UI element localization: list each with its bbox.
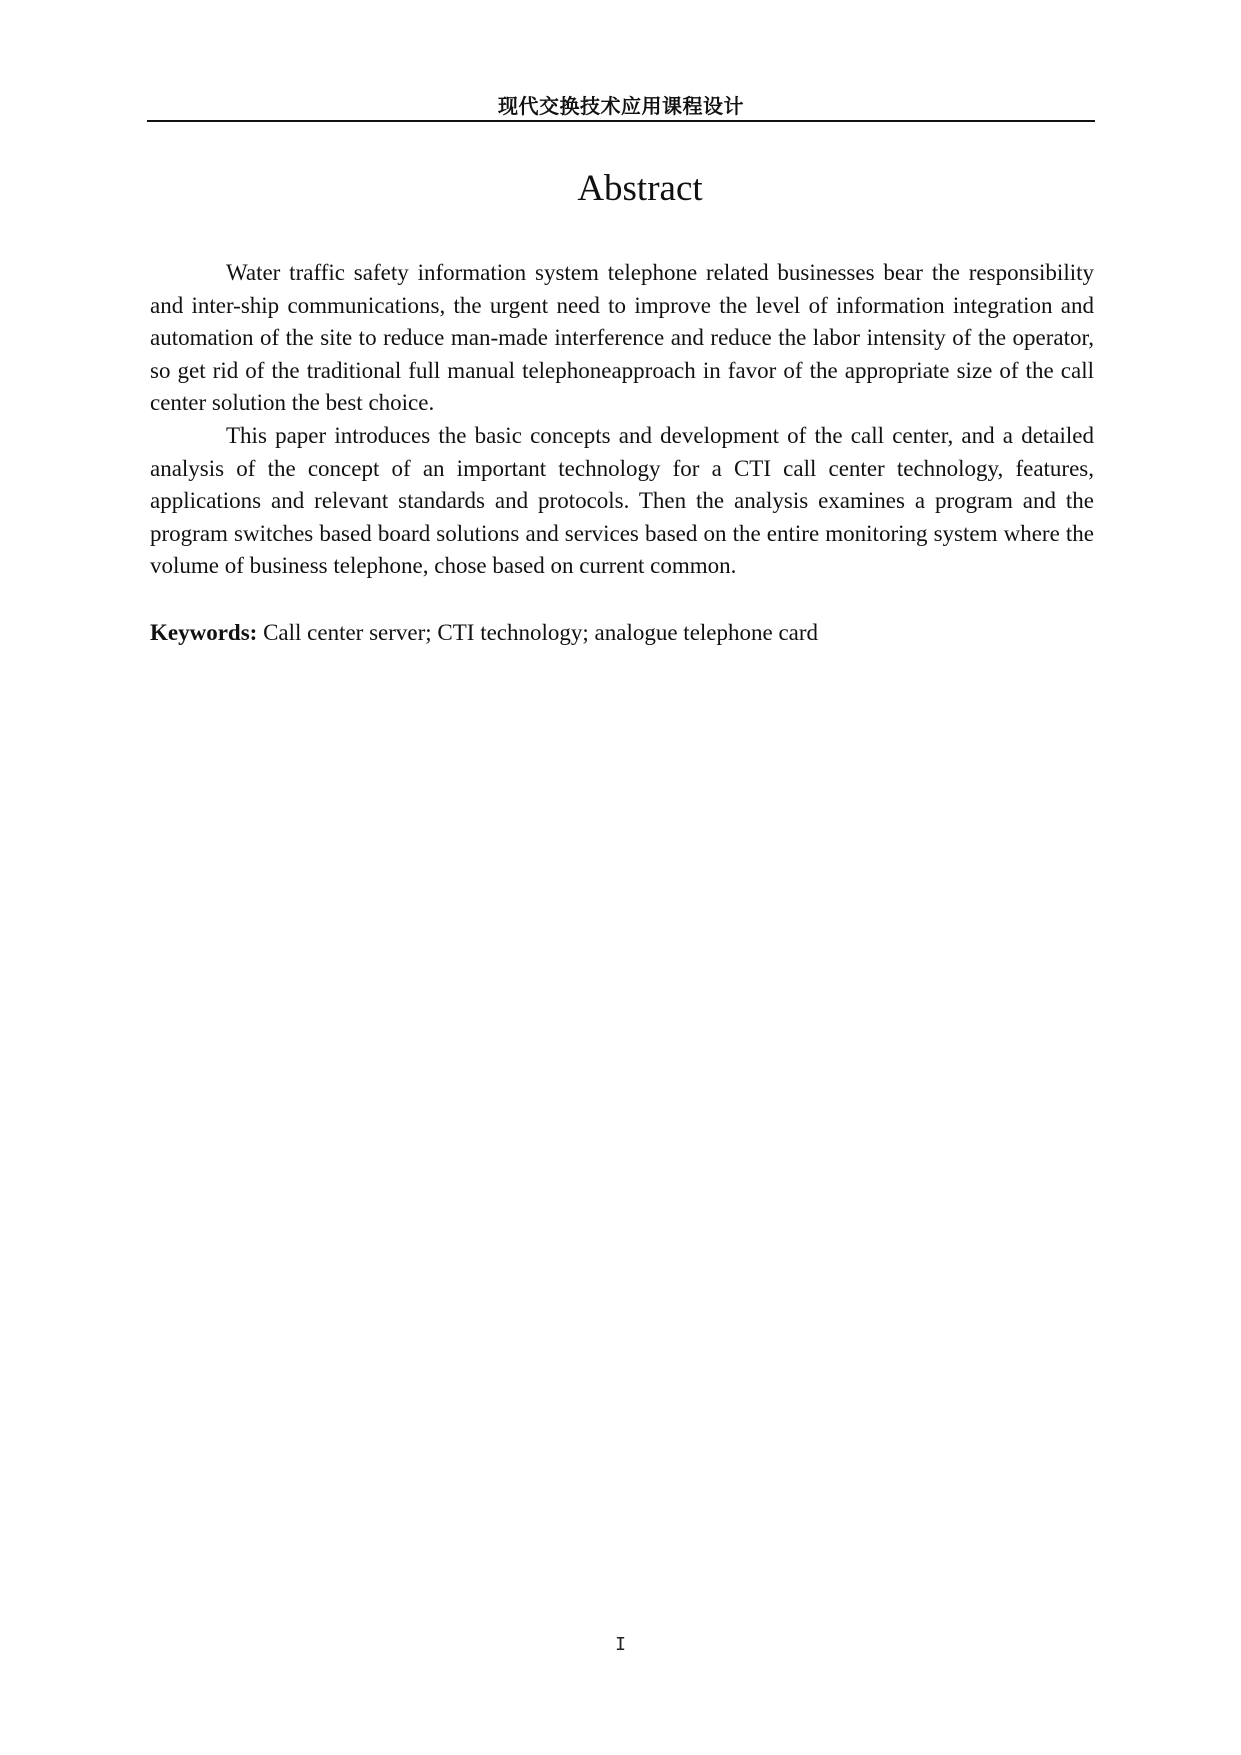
abstract-title: Abstract	[577, 168, 703, 209]
abstract-paragraph-2: This paper introduces the basic concepts and development of the call center, and a detailed analysis of the concept of an important technology for a CTI call center technology, features, applications and relevant standards and protocols. Then the analysis examines a program and the program switches based board solutions and services based on the entire monitoring system where the volume of business telephone, chose based on current common.	[150, 422, 1094, 579]
abstract-paragraph-1: Water traffic safety information system telephone related businesses bear the responsibility and inter-ship communications, the urgent need to improve the level of information integration and automation of the site to reduce man-made interference and reduce the labor intensity of the operator, so get rid of the traditional full manual telephoneapproach in favor of the appropriate size of the call center solution the best choice.	[150, 260, 1094, 416]
page-header	[147, 86, 1095, 122]
running-header-title: 现代交换技术应用课程设计	[498, 94, 744, 118]
page-number: I	[615, 1634, 626, 1655]
abstract-body	[150, 257, 1094, 583]
keywords-line	[150, 617, 1094, 649]
keywords-text: Call center server; CTI technology; analogue telephone card	[263, 620, 819, 645]
keywords-label: Keywords:	[150, 620, 258, 645]
